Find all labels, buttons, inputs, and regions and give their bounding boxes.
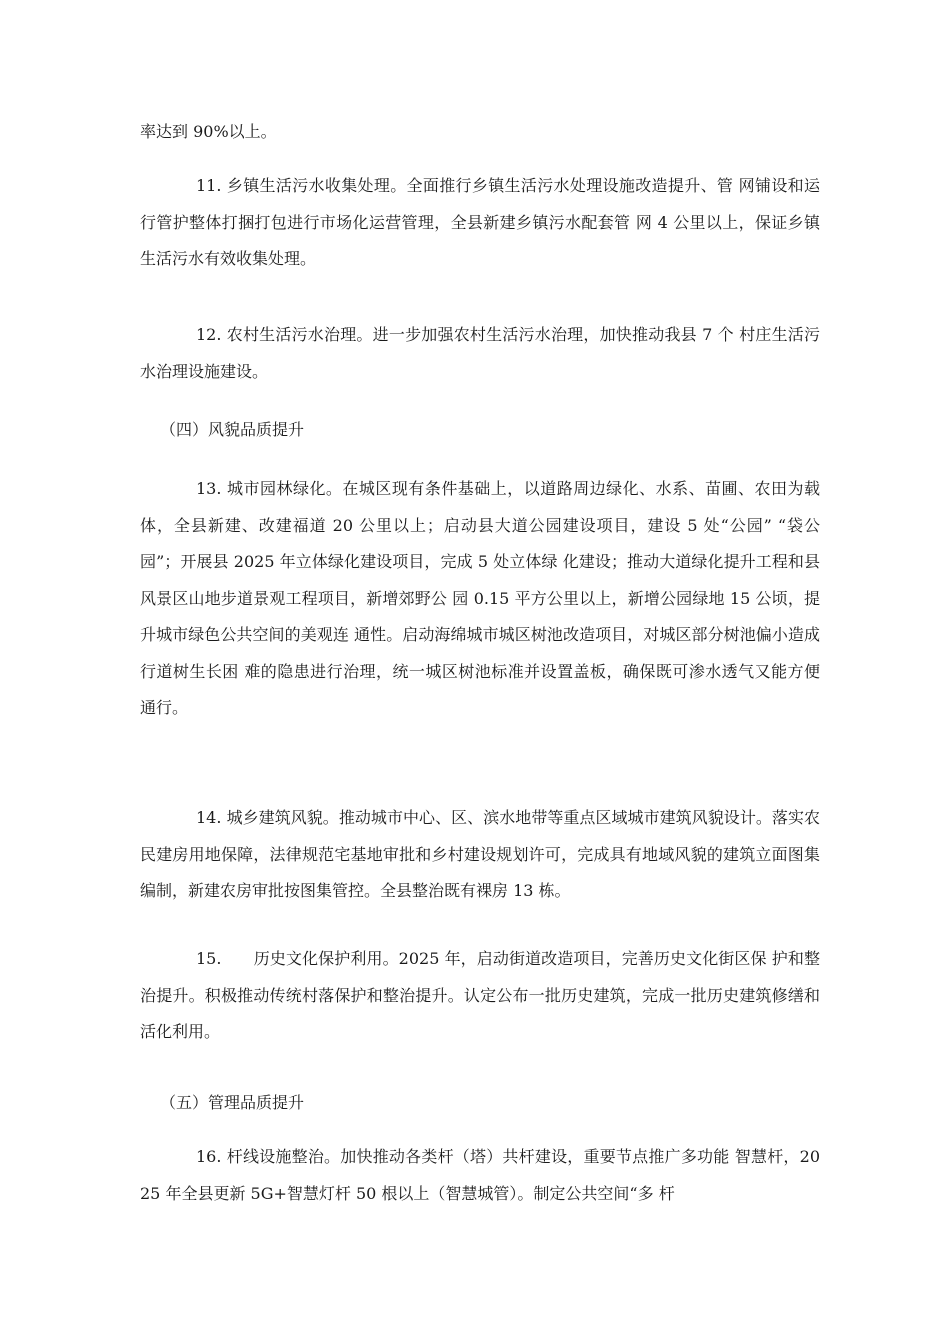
paragraph-item-15: 15. 历史文化保护利用。2025 年，启动街道改造项目，完善历史文化街区保 护和整治提升。积极推动传统村落保护和整治提升。认定公布一批历史建筑，完成一批历史建筑修缮和活化利用。 <box>140 949 820 1041</box>
paragraph-item-12: 12. 农村生活污水治理。进一步加强农村生活污水治理，加快推动我县 7 个 村庄生活污水治理设施建设。 <box>140 325 820 381</box>
section-heading-4: （四）风貌品质提升 <box>160 420 305 439</box>
section-heading-5: （五）管理品质提升 <box>160 1093 305 1112</box>
paragraph-item-16: 16. 杆线设施整治。加快推动各类杆（塔）共杆建设，重要节点推广多功能 智慧杆，2025 年全县更新 5G+智慧灯杆 50 根以上（智慧城管）。制定公共空间“多 杆 <box>140 1147 820 1203</box>
paragraph-item-14: 14. 城乡建筑风貌。推动城市中心、区、滨水地带等重点区域城市建筑风貌设计。落实农民建房用地保障，法律规范宅基地审批和乡村建设规划许可，完成具有地域风貌的建筑立面图集编制，新建农房审批按图集管控。全县整治既有裸房 13 栋。 <box>140 808 820 900</box>
paragraph-item-11: 11. 乡镇生活污水收集处理。全面推行乡镇生活污水处理设施改造提升、管 网铺设和运行管护整体打捆打包进行市场化运营管理，全县新建乡镇污水配套管 网 4 公里以上，保证乡镇生活污水有效收集处理。 <box>140 176 820 268</box>
paragraph-item-13: 13. 城市园林绿化。在城区现有条件基础上，以道路周边绿化、水系、苗圃、农田为载体，全县新建、改建福道 20 公里以上；启动县大道公园建设项目，建设 5 处“公园” “袋公园”；开展县 2025 年立体绿化建设项目，完成 5 处立体绿 化建设；推动大道绿化提升工程和县风景区山地步道景观工程项目，新增郊野公 园 0.15 平方公里以上，新增公园绿地 15 公顷，提升城市绿色公共空间的美观连 通性。启动海绵城市城区树池改造项目，对城区部分树池偏小造成行道树生长困 难的隐患进行治理，统一城区树池标准并设置盖板，确保既可渗水透气又能方便 通行。 <box>140 479 820 717</box>
paragraph-continuation: 率达到 90%以上。 <box>140 122 277 141</box>
